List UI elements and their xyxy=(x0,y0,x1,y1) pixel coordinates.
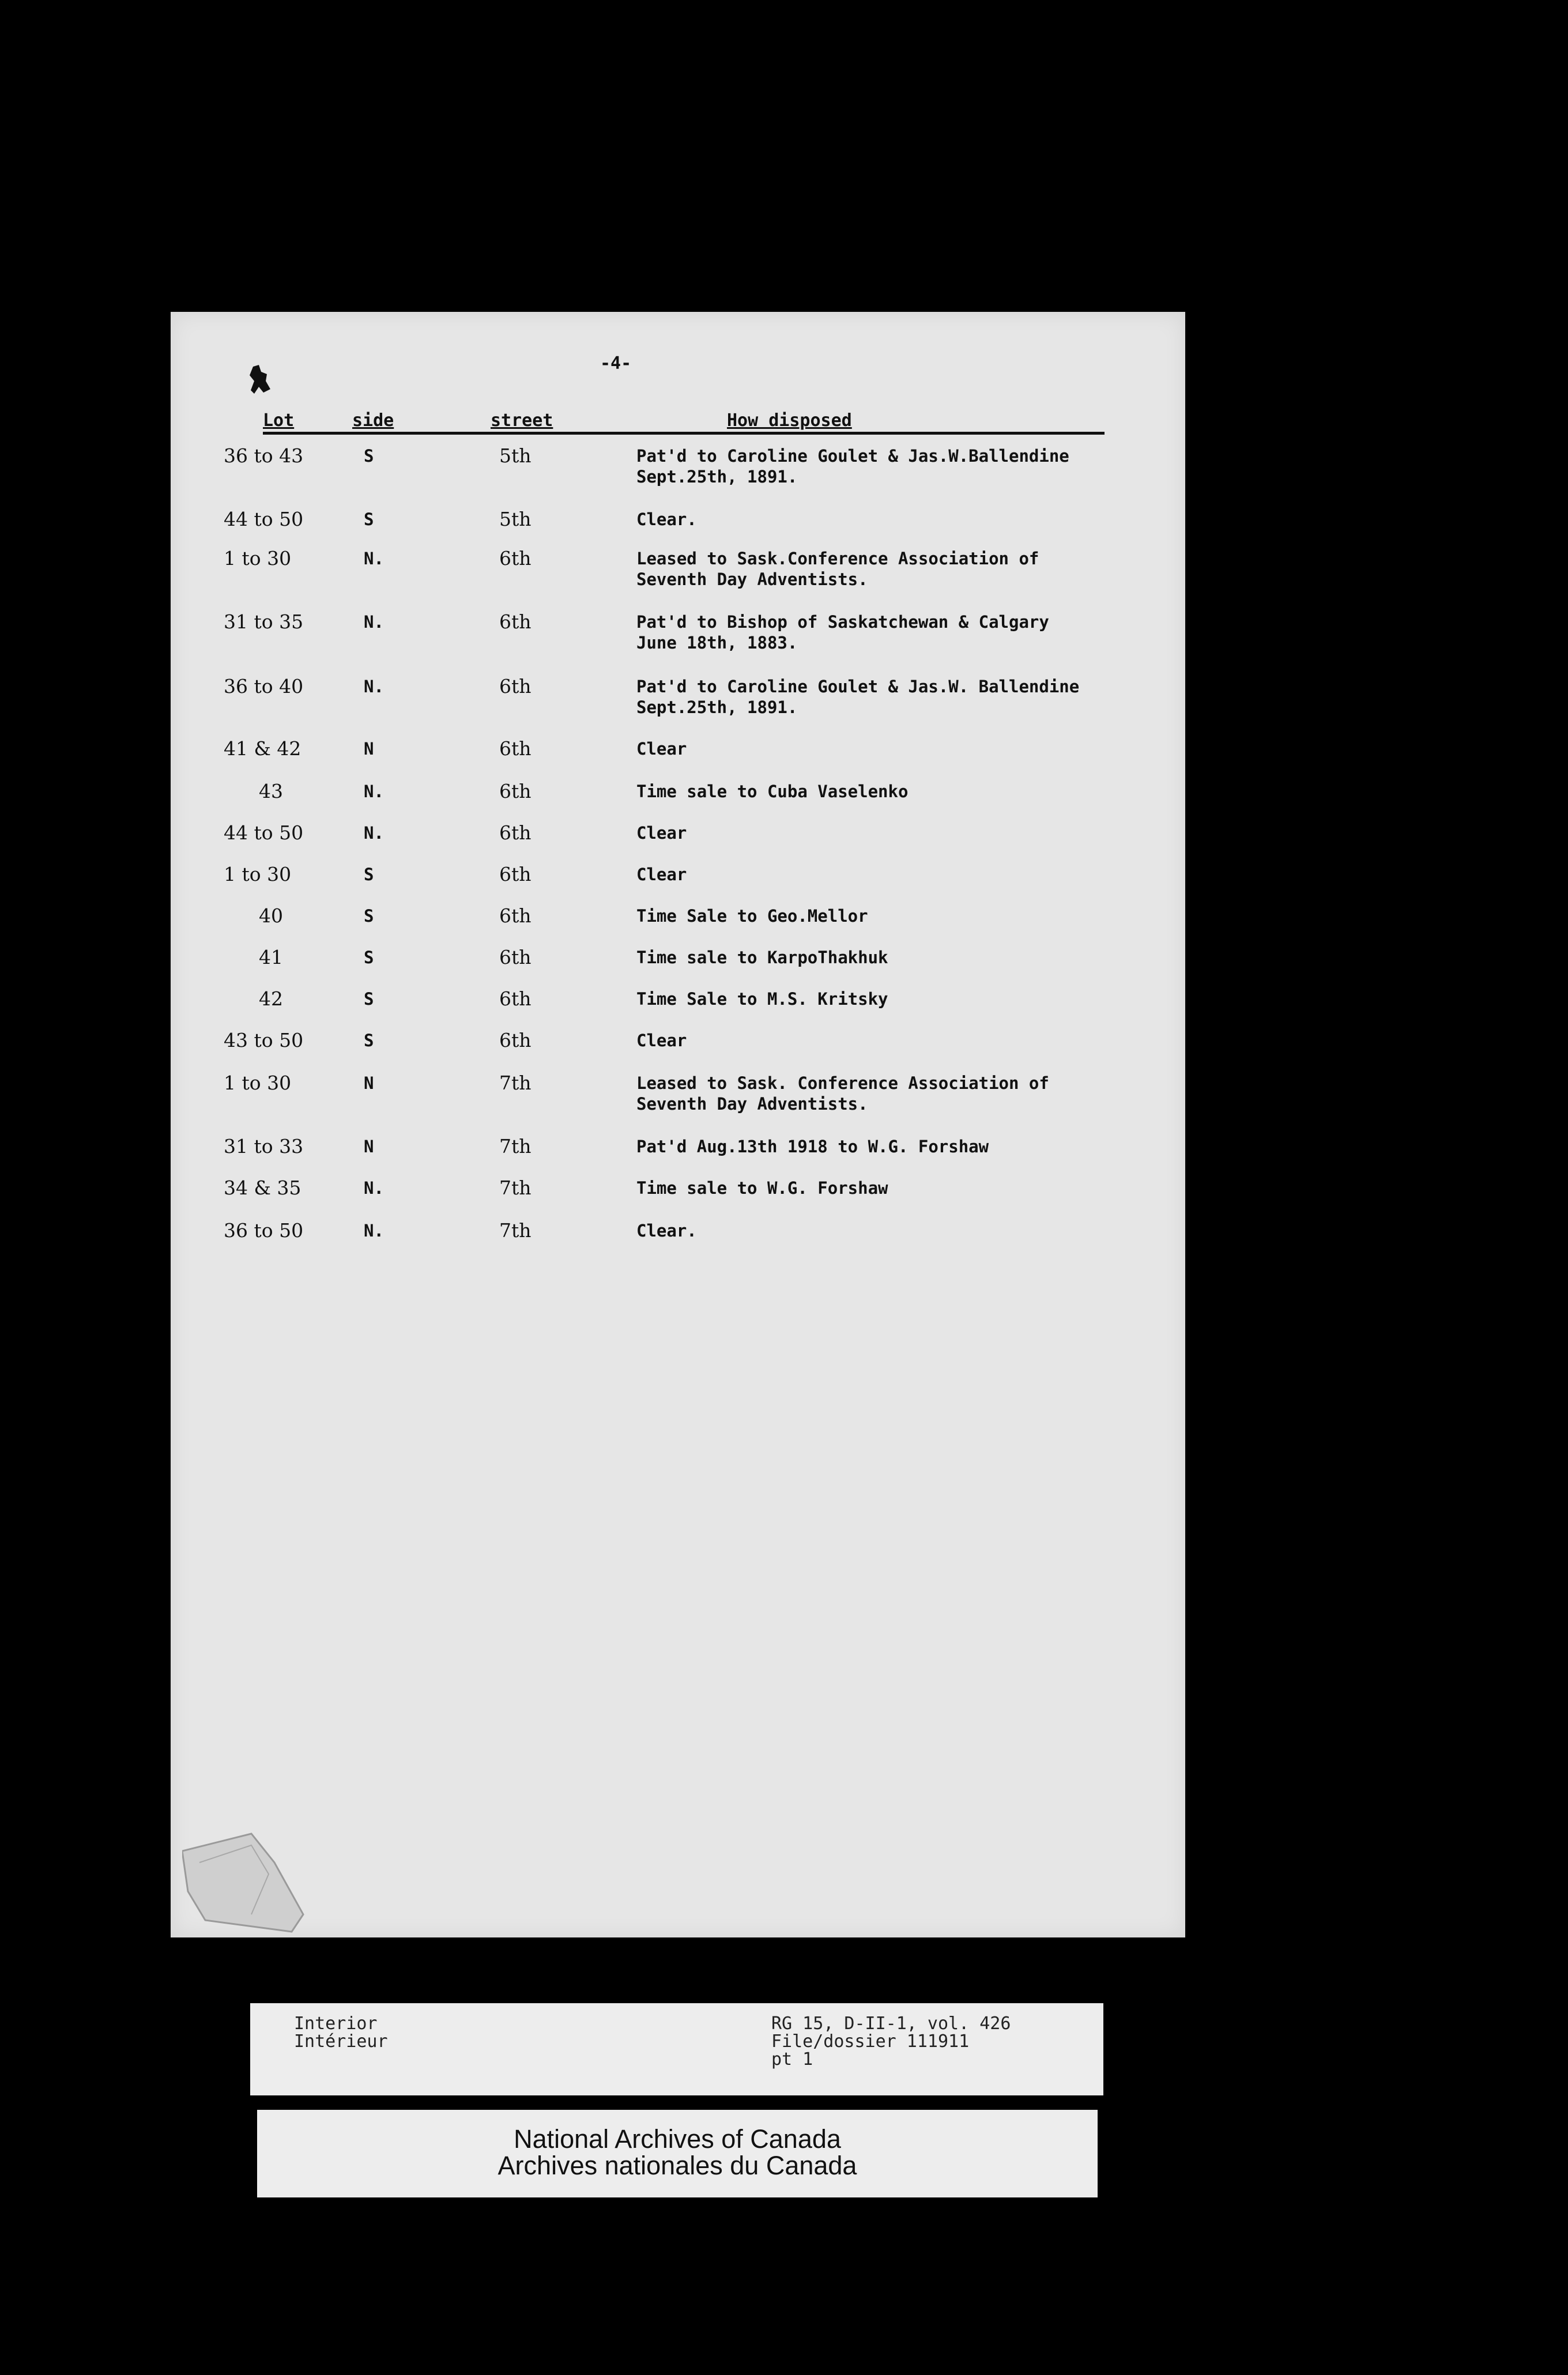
how-disposed-cell xyxy=(636,1136,1178,1157)
how-disposed-line: Seventh Day Adventists. xyxy=(636,570,868,589)
how-disposed-line: Time sale to Cuba Vaselenko xyxy=(636,782,909,801)
page-number: -4- xyxy=(600,353,632,374)
archive-name-en: National Archives of Canada xyxy=(514,2124,841,2154)
header-side: side xyxy=(352,410,394,431)
how-disposed-line: Leased to Sask. Conference Association of xyxy=(636,1073,1049,1093)
street-cell: 6th xyxy=(499,863,532,885)
lot-cell: 36 to 50 xyxy=(224,1219,304,1242)
side-cell: N. xyxy=(364,823,384,843)
how-disposed-line: Time sale to W.G. Forshaw xyxy=(636,1178,888,1198)
street-cell: 6th xyxy=(499,987,532,1010)
how-disposed-line: Clear xyxy=(636,1031,687,1050)
header-street: street xyxy=(491,410,553,431)
header-lot: Lot xyxy=(263,410,295,431)
lot-cell: 1 to 30 xyxy=(224,863,292,885)
lot-cell: 42 xyxy=(259,987,283,1010)
how-disposed-cell xyxy=(636,676,1178,718)
reference-label xyxy=(250,2003,1103,2095)
department-fr: Intérieur xyxy=(294,2031,388,2052)
how-disposed-line: Clear xyxy=(636,865,687,884)
side-cell: N. xyxy=(364,677,384,696)
street-cell: 6th xyxy=(499,821,532,844)
how-disposed-cell xyxy=(636,446,1178,487)
how-disposed-line: Clear. xyxy=(636,1221,697,1241)
how-disposed-cell xyxy=(636,509,1178,530)
side-cell: N. xyxy=(364,782,384,801)
lot-cell: 34 & 35 xyxy=(224,1177,301,1199)
lot-cell: 40 xyxy=(259,904,283,927)
how-disposed-line: Leased to Sask.Conference Association of xyxy=(636,549,1039,568)
street-cell: 7th xyxy=(499,1219,532,1242)
reference-department xyxy=(294,2015,388,2050)
how-disposed-cell xyxy=(636,781,1178,802)
street-cell: 6th xyxy=(499,737,532,760)
side-cell: N xyxy=(364,739,374,759)
side-cell: N. xyxy=(364,549,384,568)
header-how-disposed: How disposed xyxy=(727,410,852,431)
side-cell: N. xyxy=(364,1178,384,1198)
how-disposed-line: Pat'd to Caroline Goulet & Jas.W. Ballendine xyxy=(636,677,1080,696)
how-disposed-cell xyxy=(636,906,1178,926)
how-disposed-cell xyxy=(636,1073,1178,1114)
lot-cell: 41 & 42 xyxy=(224,737,301,760)
how-disposed-line: Pat'd to Caroline Goulet & Jas.W.Ballendine xyxy=(636,446,1069,466)
street-cell: 6th xyxy=(499,547,532,570)
how-disposed-cell xyxy=(636,864,1178,885)
lot-cell: 1 to 30 xyxy=(224,547,292,570)
how-disposed-line: Clear xyxy=(636,739,687,759)
how-disposed-line: Time Sale to Geo.Mellor xyxy=(636,906,868,926)
archive-label xyxy=(257,2110,1098,2197)
street-cell: 7th xyxy=(499,1135,532,1158)
side-cell: S xyxy=(364,906,374,926)
lot-cell: 31 to 33 xyxy=(224,1135,304,1158)
reference-file-info xyxy=(771,2015,1011,2068)
side-cell: S xyxy=(364,510,374,529)
how-disposed-cell xyxy=(636,548,1178,590)
lot-cell: 43 xyxy=(259,780,283,802)
street-cell: 6th xyxy=(499,946,532,968)
lot-cell: 44 to 50 xyxy=(224,821,304,844)
how-disposed-cell xyxy=(636,1178,1178,1198)
side-cell: S xyxy=(364,1031,374,1050)
how-disposed-cell xyxy=(636,823,1178,843)
street-cell: 7th xyxy=(499,1072,532,1094)
side-cell: S xyxy=(364,865,374,884)
how-disposed-line: Clear xyxy=(636,823,687,843)
how-disposed-line: Pat'd Aug.13th 1918 to W.G. Forshaw xyxy=(636,1137,989,1156)
how-disposed-line: June 18th, 1883. xyxy=(636,633,798,653)
street-cell: 6th xyxy=(499,610,532,633)
how-disposed-cell xyxy=(636,989,1178,1009)
how-disposed-cell xyxy=(636,947,1178,968)
side-cell: S xyxy=(364,948,374,967)
department-en: Interior xyxy=(294,2014,378,2034)
lot-cell: 31 to 35 xyxy=(224,610,304,633)
street-cell: 5th xyxy=(499,444,532,467)
how-disposed-cell xyxy=(636,1030,1178,1051)
lot-cell: 41 xyxy=(259,946,283,968)
side-cell: N xyxy=(364,1137,374,1156)
file-part: pt 1 xyxy=(771,2049,813,2069)
side-cell: N xyxy=(364,1073,374,1093)
lot-cell: 1 to 30 xyxy=(224,1072,292,1094)
street-cell: 6th xyxy=(499,675,532,698)
how-disposed-line: Clear. xyxy=(636,510,697,529)
lot-cell: 36 to 43 xyxy=(224,444,304,467)
side-cell: S xyxy=(364,989,374,1009)
street-cell: 5th xyxy=(499,508,532,530)
how-disposed-line: Seventh Day Adventists. xyxy=(636,1094,868,1114)
how-disposed-line: Sept.25th, 1891. xyxy=(636,698,798,717)
lot-cell: 43 to 50 xyxy=(224,1029,304,1051)
how-disposed-line: Time Sale to M.S. Kritsky xyxy=(636,989,888,1009)
how-disposed-line: Pat'd to Bishop of Saskatchewan & Calgary xyxy=(636,612,1049,632)
how-disposed-cell xyxy=(636,612,1178,653)
how-disposed-line: Sept.25th, 1891. xyxy=(636,467,798,487)
street-cell: 7th xyxy=(499,1177,532,1199)
side-cell: S xyxy=(364,446,374,466)
file-dossier: File/dossier 111911 xyxy=(771,2031,970,2052)
street-cell: 6th xyxy=(499,904,532,927)
document-page xyxy=(171,312,1185,1937)
how-disposed-cell xyxy=(636,1220,1178,1241)
lot-cell: 36 to 40 xyxy=(224,675,304,698)
torn-corner xyxy=(182,1828,309,1937)
archive-name-fr: Archives nationales du Canada xyxy=(497,2151,857,2180)
how-disposed-cell xyxy=(636,738,1178,759)
lot-cell: 44 to 50 xyxy=(224,508,304,530)
street-cell: 6th xyxy=(499,780,532,802)
table-body xyxy=(171,312,1185,1937)
how-disposed-line: Time sale to KarpoThakhuk xyxy=(636,948,888,967)
record-group: RG 15, D-II-1, vol. 426 xyxy=(771,2014,1011,2034)
side-cell: N. xyxy=(364,1221,384,1241)
side-cell: N. xyxy=(364,612,384,632)
street-cell: 6th xyxy=(499,1029,532,1051)
